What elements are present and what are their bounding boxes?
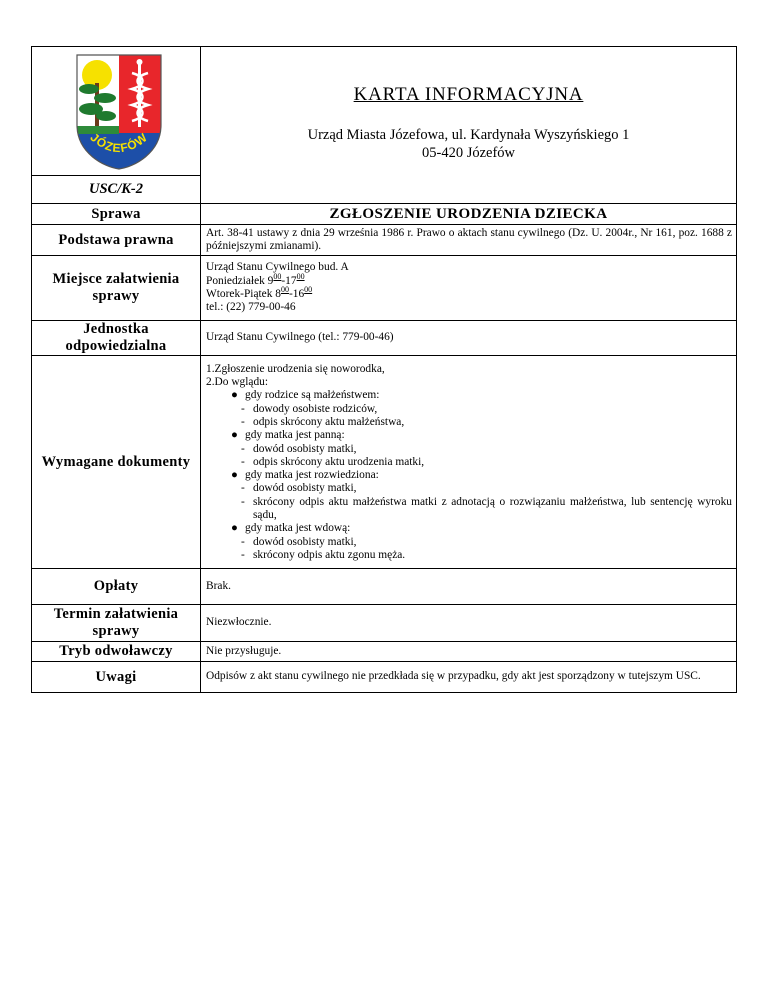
hours-monday: Poniedziałek $9^{00}-17^{00}$: [206, 271, 305, 287]
doc-group-title: ● gdy rodzice są małżeństwem:: [231, 389, 380, 402]
podstawa-label: Podstawa prawna: [32, 225, 201, 256]
doc-groups: [206, 389, 732, 562]
office-building: Urząd Stanu Cywilnego bud. A: [206, 261, 349, 274]
doc-group-item: - dowód osobisty matki,: [241, 535, 357, 548]
uwagi-label: Uwagi: [32, 662, 201, 693]
page-title: KARTA INFORMACYJNA: [353, 84, 584, 105]
doc-item-2: 2.Do wglądu:: [206, 376, 269, 389]
hours-tue-fri: Wtorek-Piątek $8^{00}-16^{00}$: [206, 285, 313, 300]
podstawa-value: Art. 38-41 ustawy z dnia 29 września 1986 r. Prawo o aktach stanu cywilnego (Dz. U. 2004r., Nr 161, poz. 1688 z późniejszymi zmianami).: [201, 225, 737, 256]
doc-group-item: - odpis skrócony aktu małżeństwa,: [241, 415, 405, 428]
office-line-1: Urząd Miasta Józefowa, ul. Kardynała Wyszyńskiego 1: [307, 127, 630, 143]
information-card-table: [31, 46, 737, 693]
uwagi-value: Odpisów z akt stanu cywilnego nie przedkłada się w przypadku, gdy akt jest sporządzony w tutejszym USC.: [201, 662, 737, 693]
jednostka-value: Urząd Stanu Cywilnego (tel.: 779-00-46): [201, 321, 737, 356]
dokumenty-value: [201, 356, 737, 569]
doc-group-item: - dowody osobiste rodziców,: [241, 402, 378, 415]
office-phone: tel.: (22) 779-00-46: [206, 301, 296, 314]
doc-group-item: - odpis skrócony aktu urodzenia matki,: [241, 455, 425, 468]
doc-group-title: ● gdy matka jest rozwiedziona:: [231, 469, 379, 482]
jozefow-crest-icon: [74, 53, 164, 171]
tryb-label: Tryb odwoławczy: [32, 642, 201, 662]
doc-group-item: - dowód osobisty matki,: [241, 442, 357, 455]
doc-group-item: - skrócony odpis aktu małżeństwa matki z adnotacją o rozwiązaniu małżeństwa, lub sentencję wyroku sądu,: [241, 495, 732, 522]
jednostka-label: Jednostka odpowiedzialna: [32, 321, 201, 356]
termin-label: Termin załatwienia sprawy: [32, 605, 201, 642]
oplaty-label: Opłaty: [32, 569, 201, 605]
crest-lettering: JÓZEFÓW: [87, 129, 151, 156]
office-line-2: 05-420 Józefów: [421, 145, 516, 161]
dokumenty-label: Wymagane dokumenty: [32, 356, 201, 569]
form-code: USC/K-2: [32, 176, 201, 204]
doc-item-1: 1.Zgłoszenie urodzenia się noworodka,: [206, 362, 385, 375]
doc-group-title: ● gdy matka jest panną:: [231, 429, 345, 442]
miejsce-value: [201, 256, 737, 321]
sprawa-label: Sprawa: [32, 204, 201, 225]
crest-cell: [32, 47, 201, 176]
tryb-value: Nie przysługuje.: [201, 642, 737, 662]
sprawa-value: ZGŁOSZENIE URODZENIA DZIECKA: [201, 204, 737, 225]
office-address: [201, 126, 736, 162]
title-cell: [201, 47, 737, 204]
oplaty-value: Brak.: [201, 569, 737, 605]
doc-group-title: ● gdy matka jest wdową:: [231, 522, 351, 535]
doc-group-item: - skrócony odpis aktu zgonu męża.: [241, 548, 406, 561]
doc-group-item: - dowód osobisty matki,: [241, 482, 357, 495]
termin-value: Niezwłocznie.: [201, 605, 737, 642]
miejsce-label: Miejsce załatwienia sprawy: [32, 256, 201, 321]
